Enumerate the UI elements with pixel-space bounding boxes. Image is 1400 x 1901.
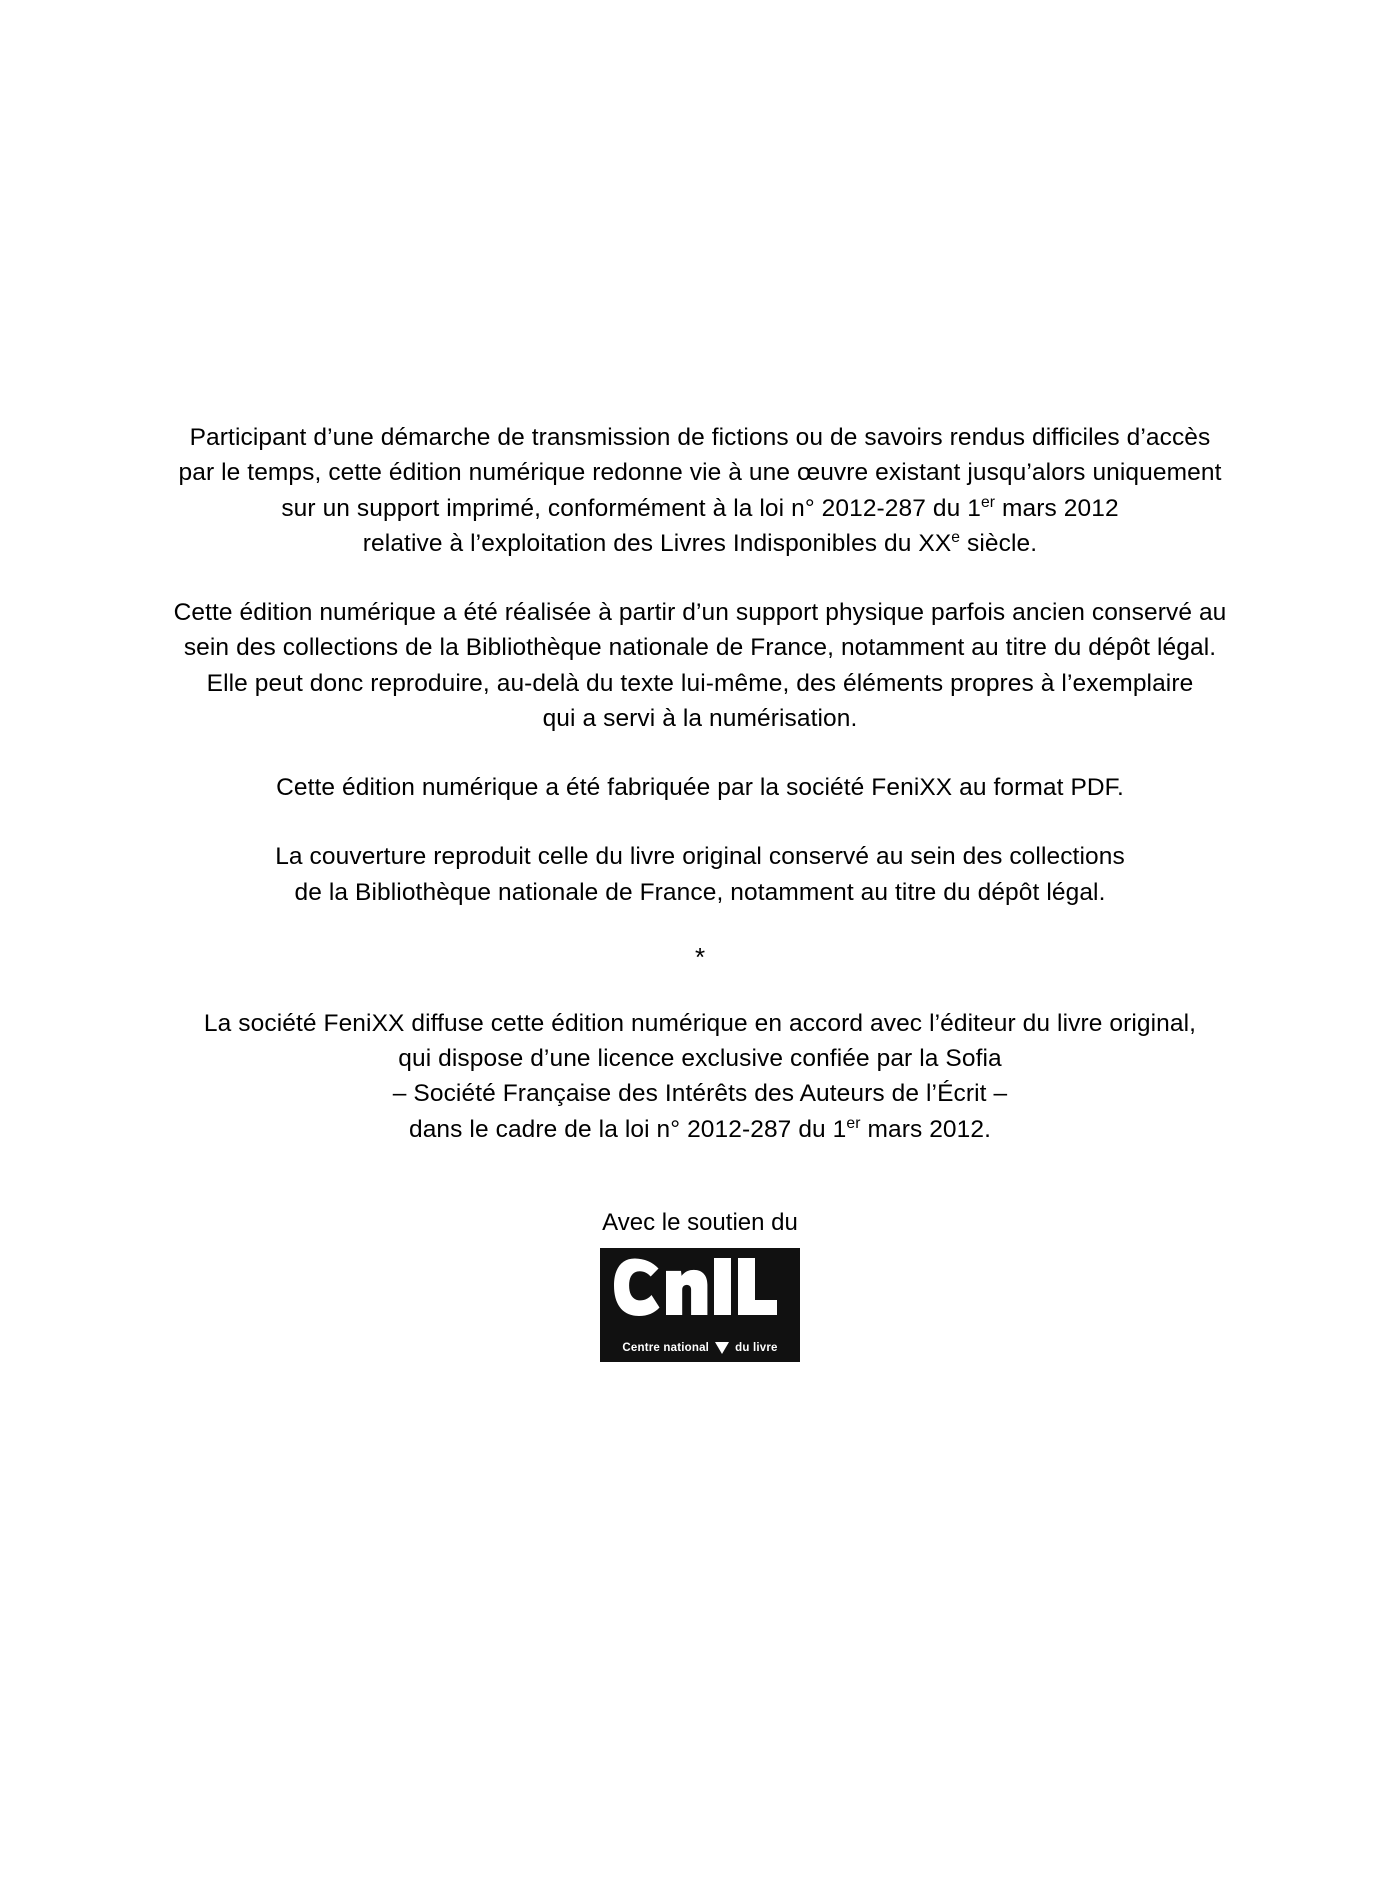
cnl-wordmark-icon: [612, 1258, 788, 1337]
page-content: [135, 420, 1265, 1362]
cnl-subtitle-right: du livre: [735, 1341, 778, 1354]
cnl-logo: [600, 1248, 800, 1362]
paragraph-2: Cette édition numérique a été réalisée à partir d’un support physique parfois ancien conservé au sein des collections de la Bibliothèque nationale de France, notamment au titre du dépôt légal. Elle peut donc reproduire, au-delà du texte lui-même, des éléments propres à l’exemplaire qui a servi à la numérisation.: [173, 599, 1227, 732]
cnl-triangle-icon: [715, 1342, 729, 1354]
support-label: Avec le soutien du: [602, 1208, 798, 1236]
paragraph-4: La couverture reproduit celle du livre original conservé au sein des collections de la Bibliothèque nationale de France, notamment au titre du dépôt légal.: [275, 843, 1125, 906]
paragraph-3: Cette édition numérique a été fabriquée par la société FeniXX au format PDF.: [276, 774, 1124, 802]
paragraph-1: Participant d’une démarche de transmission de fictions ou de savoirs rendus difficiles d’accès par le temps, cette édition numérique redonne vie à une œuvre existant jusqu’alors uniquement sur un support imprimé, conformément à la loi n° 2012-287 du 1er mars 2012 relative à l’exploitation des Livres Indisponibles du XXe siècle.: [178, 424, 1222, 557]
section-separator: *: [694, 941, 706, 972]
paragraph-5: La société FeniXX diffuse cette édition numérique en accord avec l’éditeur du livre original, qui dispose d’une licence exclusive confiée par la Sofia – Société Française des Intérêts des Auteurs de l’Écrit – dans le cadre de la loi n° 2012-287 du 1er mars 2012.: [203, 1009, 1197, 1143]
support-block: [135, 1209, 1265, 1362]
cnl-subtitle-left: Centre national: [622, 1341, 710, 1354]
cnl-subtitle: [612, 1339, 788, 1354]
